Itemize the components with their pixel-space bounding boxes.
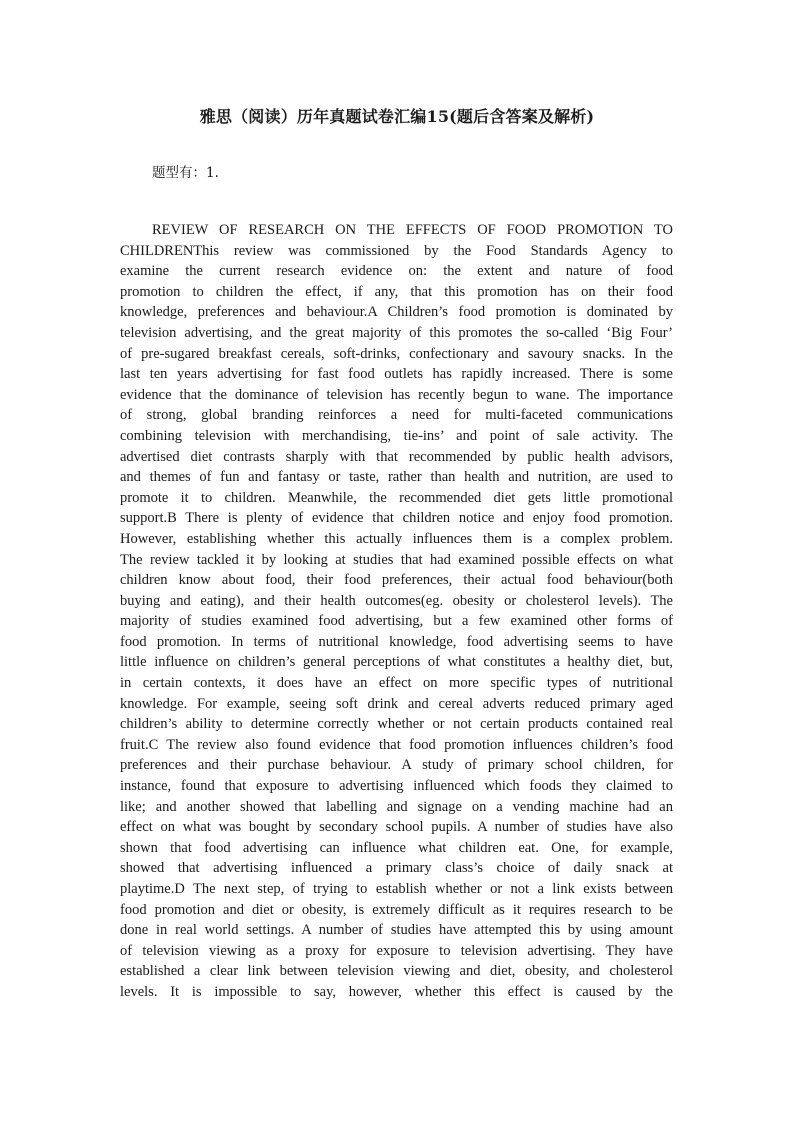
passage-line: levels. It is impossible to say, however, whether this effect is caused by the bbox=[120, 983, 673, 1000]
passage-line: knowledge, preferences and behaviour.A Children’s food promotion is dominated by bbox=[120, 304, 673, 321]
passage-line: However, establishing whether this actually influences them is a complex problem. bbox=[120, 530, 673, 547]
passage-line: television advertising, and the great majority of this promotes the so-called ‘Big Four’ bbox=[120, 324, 673, 341]
passage-line: playtime.D The next step, of trying to establish whether or not a link exists between bbox=[120, 881, 673, 897]
passage-line: preferences and their purchase behaviour. A study of primary school children, for bbox=[120, 757, 673, 774]
passage-line: The review tackled it by looking at studies that had examined possible effects on what bbox=[120, 551, 673, 568]
passage-line: instance, found that exposure to advertising influenced which foods they claimed to bbox=[120, 778, 673, 795]
passage-line: knowledge. For example, seeing soft drink and cereal adverts reduced primary aged bbox=[120, 695, 673, 712]
passage-line: showed that advertising influenced a primary class’s choice of daily snack at bbox=[120, 860, 673, 877]
passage-line: buying and eating), and their health outcomes(eg. obesity or cholesterol levels). The bbox=[120, 592, 673, 609]
passage-line: effect on what was bought by secondary school pupils. A number of studies have also bbox=[120, 819, 673, 836]
passage-line: like; and another showed that labelling and signage on a vending machine had an bbox=[120, 798, 673, 815]
passage-line: children know about food, their food preferences, their actual food behaviour(both bbox=[120, 572, 673, 589]
passage-line: done in real world settings. A number of studies have attempted this by using amount bbox=[120, 922, 673, 939]
passage-line: of pre-sugared breakfast cereals, soft-drinks, confectionary and savoury snacks. In the bbox=[120, 345, 673, 362]
passage-line: of strong, global branding reinforces a need for multi-faceted communications bbox=[120, 407, 673, 424]
passage-line: advertised diet contrasts sharply with that recommended by public health advisors, bbox=[120, 448, 673, 465]
passage-line: examine the current research evidence on: the extent and nature of food bbox=[120, 263, 673, 280]
passage-line: CHILDRENThis review was commissioned by the Food Standards Agency to bbox=[120, 242, 673, 259]
passage-line: and themes of fun and fantasy or taste, rather than health and nutrition, are used to bbox=[120, 469, 673, 486]
passage-line: last ten years advertising for fast food outlets has rapidly increased. There is some bbox=[120, 366, 673, 383]
reading-passage bbox=[120, 220, 673, 1003]
passage-line: food promotion and diet or obesity, is extremely difficult as it requires research to be bbox=[120, 901, 673, 918]
passage-line: promotion to children the effect, if any, that this promotion has on their food bbox=[120, 283, 673, 300]
passage-line: majority of studies examined food advertising, but a few examined other forms of bbox=[120, 613, 673, 630]
passage-line: in certain contexts, it does have an effect on more specific types of nutritional bbox=[120, 675, 673, 692]
passage-line: evidence that the dominance of television has recently begun to wane. The importance bbox=[120, 386, 673, 403]
passage-line: of television viewing as a proxy for exposure to television advertising. They have bbox=[120, 942, 673, 959]
passage-line: combining television with merchandising, tie-ins’ and point of sale activity. The bbox=[120, 427, 673, 444]
passage-line: REVIEW OF RESEARCH ON THE EFFECTS OF FOOD PROMOTION TO bbox=[152, 222, 673, 238]
passage-line: shown that food advertising can influence what children eat. One, for example, bbox=[120, 839, 673, 856]
passage-line: support.B There is plenty of evidence that children notice and enjoy food promotion. bbox=[120, 510, 673, 527]
passage-line: promote it to children. Meanwhile, the recommended diet gets little promotional bbox=[120, 489, 673, 506]
passage-line: established a clear link between television viewing and diet, obesity, and cholesterol bbox=[120, 963, 673, 980]
question-type-label: 题型有：1. bbox=[152, 165, 219, 181]
passage-line: fruit.C The review also found evidence that food promotion influences children’s food bbox=[120, 736, 673, 753]
passage-line: children’s ability to determine correctly whether or not certain products contained real bbox=[120, 716, 673, 733]
document-title: 雅思（阅读）历年真题试卷汇编15(题后含答案及解析) bbox=[199, 107, 595, 126]
passage-line: food promotion. In terms of nutritional knowledge, food advertising seems to have bbox=[120, 633, 673, 650]
passage-line: little influence on children’s general perceptions of what constitutes a healthy diet, but, bbox=[120, 654, 673, 671]
